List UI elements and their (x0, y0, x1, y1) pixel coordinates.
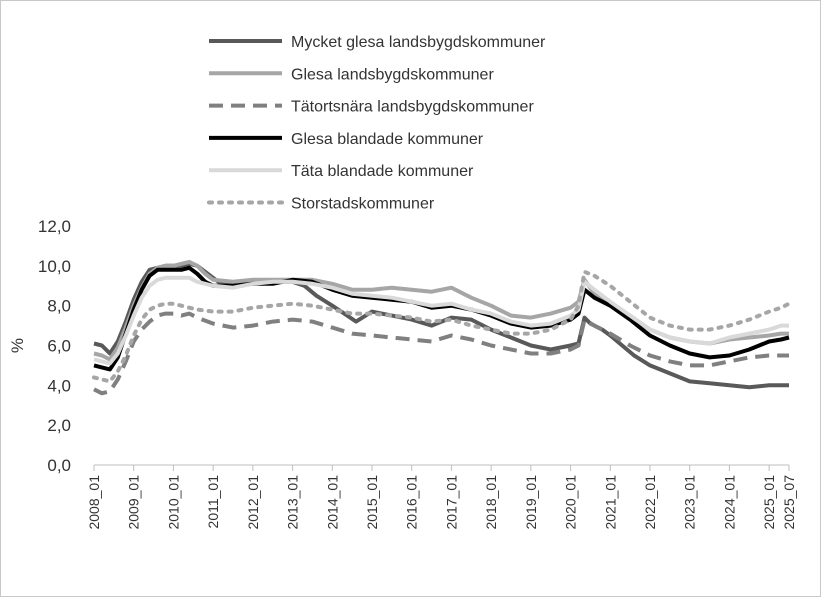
y-tick-label: 8,0 (47, 296, 71, 316)
x-tick-label: 2020_01 (562, 475, 579, 530)
y-tick-label: 2,0 (47, 416, 71, 436)
x-tick-label: 2008_01 (86, 475, 102, 530)
x-tick-label: 2024_01 (721, 475, 738, 530)
legend-label-tata-blandade-kommuner: Täta blandade kommuner (291, 163, 474, 181)
legend-label-mycket-glesa-landsbygdskommuner: Mycket glesa landsbygdskommuner (291, 34, 546, 51)
x-tick-label: 2012_01 (244, 475, 261, 530)
y-tick-label: 6,0 (47, 336, 71, 356)
line-chart (1, 1, 820, 596)
x-tick-label: 2025_07 (781, 475, 797, 530)
y-tick-label: 0,0 (47, 456, 71, 475)
y-tick-label: 10,0 (37, 256, 71, 276)
x-tick-label: 2018_01 (483, 474, 500, 530)
legend-label-glesa-landsbygdskommuner: Glesa landsbygdskommuner (291, 66, 494, 84)
x-tick-label: 2019_01 (522, 475, 539, 530)
x-tick-label: 2022_01 (642, 475, 658, 530)
x-tick-label: 2014_01 (324, 475, 341, 530)
x-tick-label: 2016_01 (403, 475, 420, 530)
x-tick-label: 2010_01 (165, 475, 182, 530)
legend (209, 34, 546, 213)
x-tick-label: 2025_01 (761, 475, 778, 530)
x-axis (86, 465, 797, 530)
plot-area (94, 262, 789, 393)
legend-label-storstadskommuner: Storstadskommuner (291, 195, 435, 213)
x-tick-label: 2021_01 (602, 475, 619, 530)
x-tick-label: 2011_01 (205, 475, 222, 529)
x-tick-label: 2009_01 (125, 475, 142, 530)
x-tick-label: 2013_01 (284, 475, 301, 530)
legend-label-glesa-blandade-kommuner: Glesa blandade kommuner (291, 130, 484, 148)
y-axis (38, 217, 71, 475)
x-tick-label: 2015_01 (364, 475, 380, 530)
y-tick-label: 12,0 (37, 217, 71, 236)
x-tick-label: 2023_01 (681, 475, 698, 530)
x-tick-label: 2017_01 (443, 475, 460, 530)
y-tick-label: 4,0 (47, 376, 71, 396)
legend-label-tatortsnara-landsbygdskommuner: Tätortsnära landsbygdskommuner (291, 98, 534, 116)
y-axis-label: % (8, 337, 27, 354)
